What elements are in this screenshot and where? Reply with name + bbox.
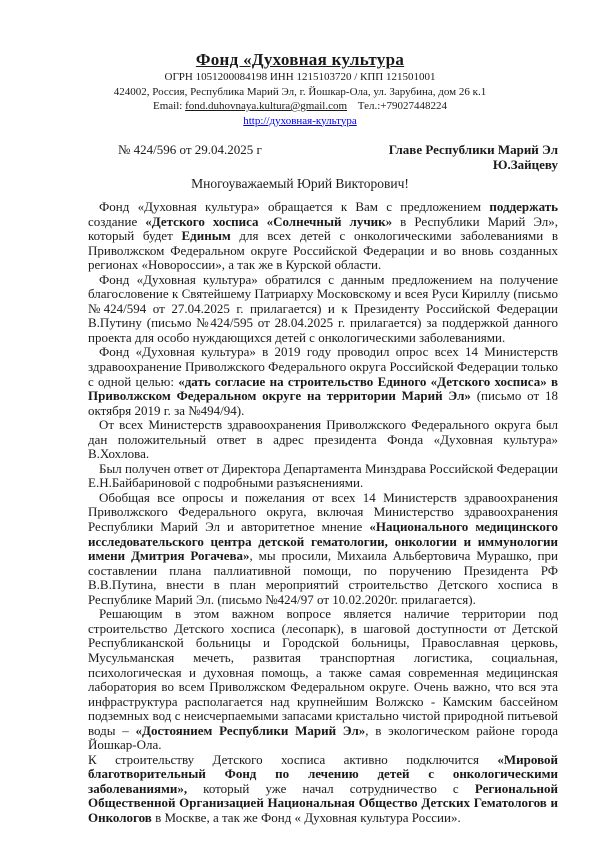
- letter-paragraph-4: От всех Министерств здравоохранения Приволжского Федерального округа был дан положительный ответ в адрес президента Фонда «Духовная культура» В.Хохлова.: [88, 417, 558, 462]
- website-link[interactable]: http://духовная-культура: [243, 114, 357, 127]
- org-title: Фонд «Духовная культура: [195, 50, 405, 69]
- addressee-block: [389, 142, 558, 172]
- letter-paragraph-1: Фонд «Духовная культура» обращается к Вам с предложением поддержать создание «Детского хосписа «Солнечный лучик» в Республики Марий Эл», который будет Единым для всех детей с онкологическими заболеваниями в Приволжском Федеральном округе Российской Федерации и во вновь созданных регионах «Новороссии», а так же в Курской области.: [88, 199, 558, 273]
- email-label: Email:: [153, 100, 183, 112]
- email-link[interactable]: fond.duhovnaya.kultura@gmail.com: [185, 100, 348, 112]
- org-address-line: 424002, Россия, Республика Марий Эл, г. Йошкар-Ола, ул. Зарубина, дом 26 к.1: [113, 85, 487, 98]
- org-registration-line: ОГРН 1051200084198 ИНН 1215103720 / КПП 121501001: [164, 71, 436, 83]
- letter-paragraph-7: Решающим в этом важном вопросе является наличие территории под строительство Детского хосписа (лесопарк), в шаговой доступности от Детской Республиканской больницы и Городской больницы, Православная церковь, Мусульманская мечеть, развитая транспортная логистика, социальная, психологическая и духовная помощь, а также самая современная медицинская лаборатория во всем Приволжском Федеральном округе. Очень важно, что вся эта инфраструктура располагается над крупнейшим Волжско - Камским бассейном подземных вод с неисчерпаемыми запасами кристально чистой природной питьевой воды – «Достоянием Республики Марий Эл», в экологическом районе города Йошкар-Ола.: [88, 606, 558, 753]
- letter-paragraph-3: Фонд «Духовная культура» в 2019 году проводил опрос всех 14 Министерств здравоохранение Приволжского Федерального округа Российской Федерации только с одной целью: «дать согласие на строительство Единого «Детского хосписа» в Приволжском Федеральном округе на территории Марий Эл» (письмо от 18 октября 2019 г. за №494/94).: [88, 344, 559, 418]
- letter-body: [88, 200, 558, 826]
- ref-number: № 424/596 от 29.04.2025 г: [118, 142, 262, 157]
- org-contact-line: [0, 100, 600, 114]
- letter-paragraph-6: Обобщая все опросы и пожелания от всех 14 Министерств здравоохранения Приволжского Федерального округа, включая Министерство здравоохранения Республики Марий Эл и авторитетное мнение «Национального медицинского исследовательского центра детской гематологии, онкологии и иммунологии имени Дмитрия Рогачева», мы просили, Михаила Альбертовича Мурашко, при составлении плана паллиативной помощи, по поручению Президента РФ В.В.Путина, внести в план мероприятий строительство Детского хосписа в Республике Марий Эл. (письмо №424/97 от 10.02.2020г. прилагается).: [88, 489, 558, 607]
- reference-row: [118, 142, 558, 172]
- letterhead: [0, 0, 600, 128]
- addressee-title: Главе Республики Марий Эл: [388, 142, 558, 157]
- phone-number: Тел.:+79027448224: [357, 100, 447, 112]
- letter-paragraph-2: Фонд «Духовная культура» обратился с данным предложением на получение благословение к Святейшему Патриарху Московскому и всея Руси Кириллу (письмо №424/594 от 27.04.2025 г. прилагается) и к Президенту Российской Федерации В.Путину (письмо №424/595 от 28.04.2025 г. прилагается) за поддержкой данного проекта для особо нуждающихся детей с онкологическими заболеваниями.: [88, 271, 558, 345]
- addressee-name: Ю.Зайцеву: [492, 157, 558, 172]
- salutation: Многоуважаемый Юрий Викторович!: [191, 176, 409, 191]
- letter-paragraph-8: К строительству Детского хосписа активно подключится «Мировой благотворительный Фонд по лечению детей с онкологическими заболеваниями», который уже начал сотрудничество с Региональной Общественной Организацией Национальная Общество Детских Гематологов и Онкологов в Москве, а так же Фонд « Духовная культура России».: [88, 751, 558, 825]
- letter-paragraph-5: Был получен ответ от Директора Департамента Минздрава Российской Федерации Е.Н.Байбариновой с подробными разъяснениями.: [88, 460, 558, 491]
